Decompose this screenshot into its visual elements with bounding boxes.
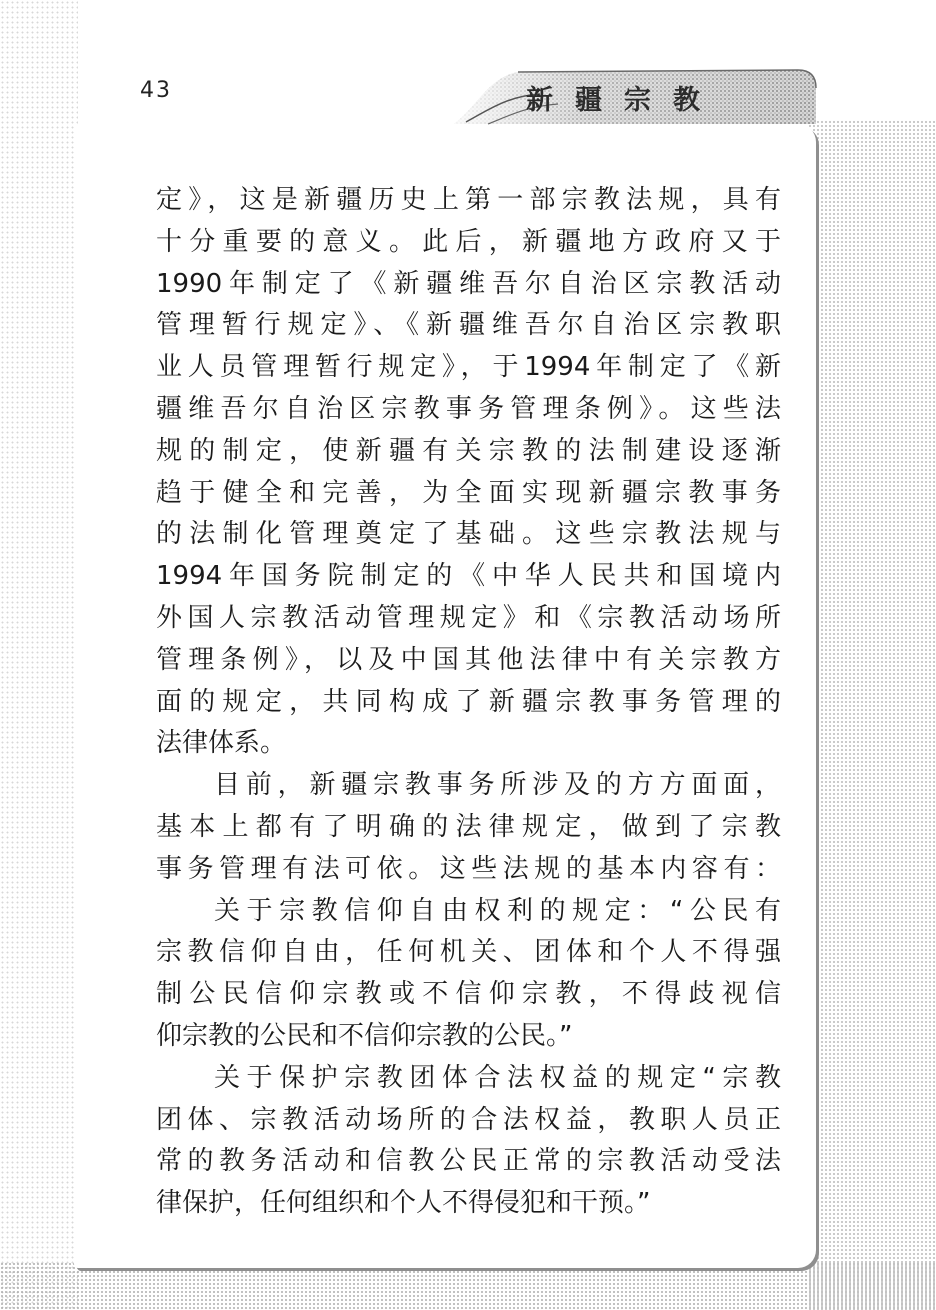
- text-line: 团体、宗教活动场所的合法权益，教职人员正: [156, 1104, 781, 1135]
- text-line: 1994年国务院制定的《中华人民共和国境内: [156, 561, 781, 592]
- text-line: 趋于健全和完善，为全面实现新疆宗教事务: [156, 477, 781, 508]
- text-line: 目前，新疆宗教事务所涉及的方方面面，: [214, 770, 781, 801]
- text-line: 的法制化管理奠定了基础。这些宗教法规与: [156, 519, 781, 550]
- text-line: 制公民信仰宗教或不信仰宗教，不得歧视信: [156, 979, 781, 1010]
- text-line: 常的教务活动和信教公民正常的宗教活动受法: [156, 1146, 781, 1177]
- text-line: 关于宗教信仰自由权利的规定：“公民有: [214, 895, 781, 926]
- text-line: 规的制定，使新疆有关宗教的法制建设逐渐: [156, 435, 781, 466]
- text-line: 十分重要的意义。此后，新疆地方政府又于: [156, 226, 781, 257]
- text-line: 外国人宗教活动管理规定》和《宗教活动场所: [156, 602, 781, 633]
- text-line: 管理条例》，以及中国其他法律中有关宗教方: [156, 644, 781, 675]
- text-line: 面的规定，共同构成了新疆宗教事务管理的: [156, 686, 781, 717]
- text-line: 业人员管理暂行规定》，于1994年制定了《新: [156, 352, 781, 383]
- text-line: 仰宗教的公民和不信仰宗教的公民。”: [156, 1020, 573, 1051]
- text-line: 疆维吾尔自治区宗教事务管理条例》。这些法: [156, 393, 781, 424]
- text-line: 管理暂行规定》、《新疆维吾尔自治区宗教职: [156, 310, 781, 341]
- page-number: 43: [140, 78, 172, 103]
- header-title: 新疆宗教: [526, 85, 722, 116]
- text-line: 定》，这是新疆历史上第一部宗教法规，具有: [156, 185, 781, 215]
- page-edge-left: [0, 0, 78, 1310]
- text-line: 宗教信仰自由，任何机关、团体和个人不得强: [156, 937, 781, 968]
- body-text: [156, 180, 781, 1225]
- text-line: 法律体系。: [156, 728, 287, 759]
- text-line: 事务管理有法可依。这些法规的基本内容有：: [156, 853, 781, 884]
- text-line: 1990年制定了《新疆维吾尔自治区宗教活动: [156, 268, 781, 299]
- text-line: 律保护，任何组织和个人不得侵犯和干预。”: [156, 1188, 651, 1219]
- header-banner: [448, 66, 820, 128]
- text-line: 关于保护宗教团体合法权益的规定“宗教: [214, 1062, 781, 1093]
- page-edge-right: [808, 120, 936, 1310]
- page-edge-bottom: [0, 1262, 936, 1310]
- text-line: 基本上都有了明确的法律规定，做到了宗教: [156, 811, 781, 842]
